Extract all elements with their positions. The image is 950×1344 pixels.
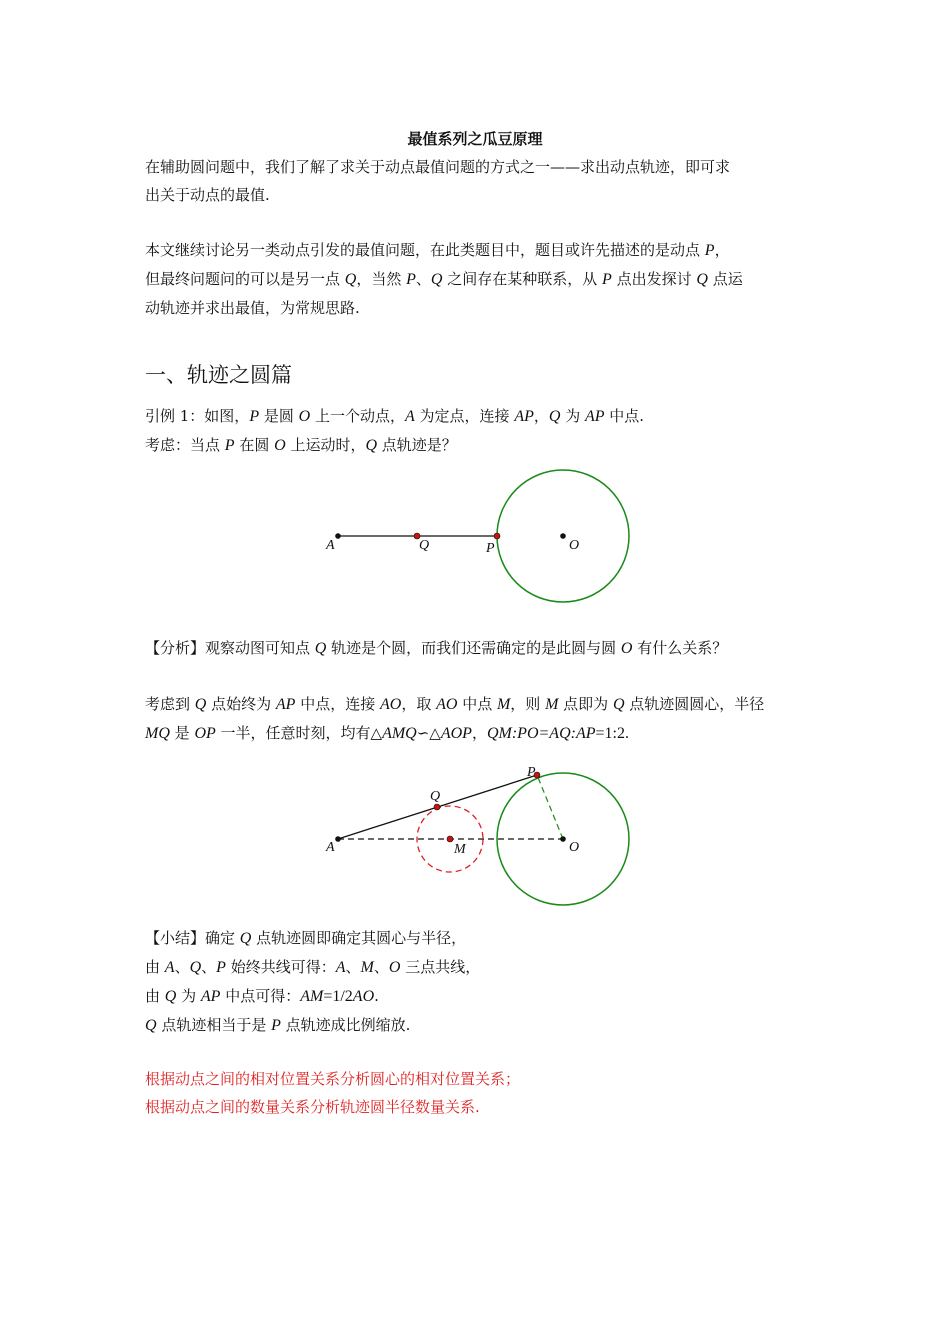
text: ，则 — [510, 695, 546, 713]
var: Q — [344, 271, 357, 288]
var: OP — [194, 725, 216, 742]
point-m — [447, 836, 453, 842]
var: Q — [430, 271, 443, 288]
text: 由 — [145, 987, 165, 1005]
text: 为 — [560, 407, 585, 425]
text: 中点，连接 — [295, 695, 380, 713]
text: ，取 — [401, 695, 437, 713]
var: AP — [514, 408, 534, 425]
var: Q — [239, 930, 252, 947]
label-q-2: Q — [430, 789, 441, 804]
var: Q — [696, 271, 708, 288]
text: 点运 — [707, 270, 743, 288]
text: 一半，任意时刻，均有△ — [215, 724, 383, 742]
text: 为定点，连接 — [414, 407, 515, 425]
text: 在圆 — [234, 436, 275, 454]
text: 中点 — [457, 695, 497, 713]
label-a: A — [326, 538, 335, 553]
text: 是圆 — [259, 407, 299, 425]
point-a — [335, 533, 341, 539]
var: Q — [548, 408, 561, 425]
var: P — [216, 959, 226, 976]
page-title: 最值系列之瓜豆原理 — [407, 130, 543, 148]
text: 在辅助圆问题中，我们了解了求关于动点最值问题的方式之一——求出动点轨迹，即可求 — [145, 158, 731, 176]
text: 有什么关系？ — [632, 639, 728, 657]
text: 、 — [201, 958, 217, 976]
text: 、 — [174, 958, 190, 976]
var: AP — [200, 988, 221, 1005]
text: 点轨迹是？ — [377, 436, 457, 454]
text: 点出发探讨 — [611, 270, 697, 288]
var: AM — [300, 988, 324, 1005]
text: 上运动时， — [285, 436, 366, 454]
text: ， — [533, 407, 549, 425]
var: O — [274, 437, 286, 454]
text: 点轨迹相当于是 — [156, 1016, 272, 1034]
var: O — [620, 640, 633, 657]
var: P — [224, 437, 235, 454]
text: 是 — [169, 724, 195, 742]
var: AO — [352, 988, 375, 1005]
text: 始终共线可得： — [225, 958, 336, 976]
point-o-2 — [560, 836, 566, 842]
text: 考虑：当点 — [145, 436, 225, 454]
analysis-paragraph-1 — [145, 634, 810, 663]
label-o: O — [569, 538, 580, 553]
text: 中点可得： — [220, 987, 301, 1005]
label-a-2: A — [326, 840, 335, 855]
var: Q — [189, 959, 202, 976]
text: 上一个动点， — [310, 407, 405, 425]
text: 【小结】确定 — [145, 929, 240, 947]
point-q-2 — [434, 804, 440, 810]
text: 动轨迹并求出最值，为常规思路. — [145, 299, 360, 317]
var: Q — [145, 1017, 157, 1034]
var: P — [249, 408, 260, 425]
text: 为 — [176, 987, 201, 1005]
text: 但最终问题问的可以是另一点 — [145, 270, 345, 288]
var: A — [335, 959, 346, 976]
var: P — [704, 242, 715, 259]
var: M — [496, 696, 511, 713]
var: AMQ — [382, 725, 417, 742]
analysis-paragraph-2 — [145, 690, 810, 748]
var: AP — [275, 696, 296, 713]
text: ， — [471, 724, 487, 742]
text: 轨迹是个圆，而我们还需确定的是此圆与圆 — [326, 639, 621, 657]
text: 点轨迹成比例缩放. — [280, 1016, 411, 1034]
text: 中点. — [604, 407, 645, 425]
segment-op-dashed — [537, 775, 563, 839]
text: 引例 1：如图， — [145, 407, 250, 425]
var: P — [602, 271, 612, 288]
text: =1:2. — [595, 725, 629, 742]
label-p: P — [486, 541, 495, 556]
var: P — [406, 271, 416, 288]
text: 、 — [345, 958, 361, 976]
var: M — [360, 959, 374, 976]
var: MQ — [145, 725, 170, 742]
var: Q — [314, 640, 327, 657]
text: 之间存在某种联系，从 — [442, 270, 603, 288]
text: 、 — [373, 958, 389, 976]
label-o-2: O — [569, 840, 580, 855]
text: ，当然 — [356, 270, 407, 288]
var: AOP — [440, 725, 472, 742]
var: Q — [365, 437, 378, 454]
summary-paragraph — [145, 924, 810, 1040]
label-q: Q — [419, 538, 430, 553]
label-m: M — [454, 842, 466, 857]
var: AO — [436, 696, 458, 713]
var: AP — [584, 408, 605, 425]
var: A — [164, 959, 175, 976]
text: 点即为 — [558, 695, 613, 713]
point-p — [494, 533, 500, 539]
var: P — [271, 1017, 281, 1034]
text: 出关于动点的最值. — [145, 186, 270, 204]
text: 点轨迹圆即确定其圆心与半径， — [251, 929, 467, 947]
conclusion-paragraph — [145, 1065, 810, 1121]
var: Q — [194, 696, 207, 713]
text: 、 — [415, 270, 431, 288]
text: 三点共线， — [400, 958, 481, 976]
var: M — [545, 696, 559, 713]
var: Q — [164, 988, 177, 1005]
text: ， — [714, 241, 730, 259]
var: A — [404, 408, 415, 425]
var: O — [298, 408, 311, 425]
section-heading: 一、轨迹之圆篇 — [145, 363, 292, 387]
text: 根据动点之间的数量关系分析轨迹圆半径数量关系. — [145, 1098, 480, 1116]
text: 点轨迹圆圆心，半径 — [624, 695, 765, 713]
text: . — [374, 987, 379, 1005]
text: 本文继续讨论另一类动点引发的最值问题，在此类题目中，题目或许先描述的是动点 — [145, 241, 705, 259]
point-a-2 — [335, 836, 341, 842]
label-p-2: P — [527, 765, 536, 780]
text: 【分析】观察动图可知点 — [145, 639, 315, 657]
text: ∽△ — [416, 724, 441, 742]
var: O — [388, 959, 401, 976]
text: 考虑到 — [145, 695, 195, 713]
text: 点始终为 — [206, 695, 276, 713]
var: QM:PO=AQ:AP — [486, 725, 596, 742]
point-o — [560, 533, 566, 539]
text: 由 — [145, 958, 165, 976]
var: Q — [612, 696, 625, 713]
text: =1/2 — [323, 988, 353, 1005]
var: AO — [379, 696, 402, 713]
text: 根据动点之间的相对位置关系分析圆心的相对位置关系； — [145, 1070, 521, 1088]
